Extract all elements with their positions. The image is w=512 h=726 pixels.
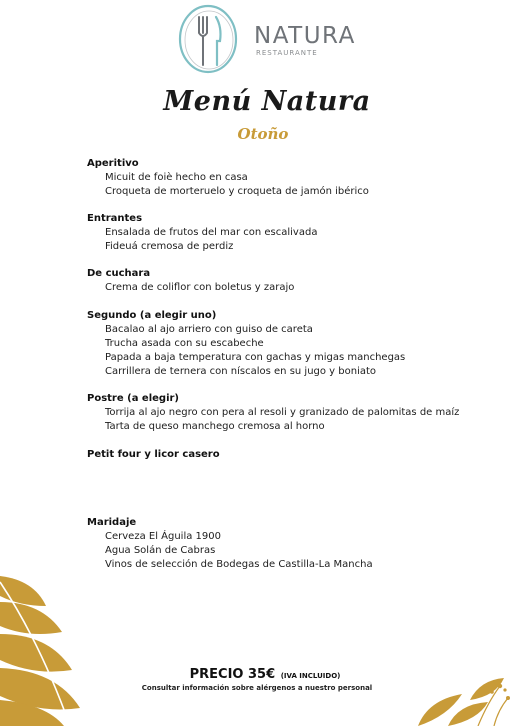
section-de-cuchara bbox=[87, 267, 294, 295]
section-title: Maridaje bbox=[87, 517, 137, 528]
menu-item: Papada a baja temperatura con gachas y migas manchegas bbox=[105, 352, 406, 363]
botanical-leaves-icon bbox=[408, 672, 512, 726]
section-title: Segundo (a elegir uno) bbox=[87, 310, 217, 321]
section-maridaje bbox=[87, 516, 373, 572]
menu-item: Cerveza El Águila 1900 bbox=[105, 531, 221, 542]
menu-item: Agua Solán de Cabras bbox=[105, 545, 216, 556]
price: PRECIO 35€ bbox=[189, 667, 276, 682]
menu-title: Menú Natura bbox=[163, 86, 371, 117]
section-title: De cuchara bbox=[87, 268, 151, 279]
section-title: Postre (a elegir) bbox=[87, 393, 180, 404]
menu-item: Tarta de queso manchego cremosa al horno bbox=[105, 421, 325, 432]
menu-item: Ensalada de frutos del mar con escalivada bbox=[105, 227, 318, 238]
menu-item: Vinos de selección de Bodegas de Castilla-La Mancha bbox=[105, 559, 373, 570]
section-title: Aperitivo bbox=[87, 158, 139, 169]
menu-item: Crema de coliflor con boletus y zarajo bbox=[105, 282, 295, 293]
brand-subtitle: RESTAURANTE bbox=[256, 49, 318, 57]
season-subtitle: Otoño bbox=[237, 125, 289, 143]
section-segundo bbox=[87, 309, 405, 379]
allergen-note: Consultar información sobre alérgenos a nuestro personal bbox=[141, 684, 373, 692]
menu-item: Fideuá cremosa de perdiz bbox=[105, 241, 234, 252]
monstera-leaf-icon bbox=[0, 572, 86, 726]
section-postre bbox=[87, 392, 459, 434]
brand-name: NATURA bbox=[254, 23, 356, 49]
brand-logo bbox=[176, 3, 376, 75]
menu-item: Carrillera de ternera con níscalos en su jugo y boniato bbox=[105, 366, 377, 377]
menu-item: Bacalao al ajo arriero con guiso de careta bbox=[105, 324, 313, 335]
menu-item: Torrija al ajo negro con pera al resoli y granizado de palomitas de maíz bbox=[105, 407, 460, 418]
section-title: Entrantes bbox=[87, 213, 143, 224]
section-aperitivo bbox=[87, 157, 369, 199]
price-note: (IVA INCLUIDO) bbox=[280, 672, 341, 680]
menu-item: Micuit de foiè hecho en casa bbox=[105, 172, 248, 183]
fork-knife-logo-icon bbox=[176, 3, 240, 75]
section-title: Petit four y licor casero bbox=[87, 449, 220, 460]
section-entrantes bbox=[87, 212, 317, 254]
menu-item: Croqueta de morteruelo y croqueta de jamón ibérico bbox=[105, 186, 369, 197]
menu-item: Trucha asada con su escabeche bbox=[105, 338, 264, 349]
section-petit-four bbox=[87, 448, 220, 462]
